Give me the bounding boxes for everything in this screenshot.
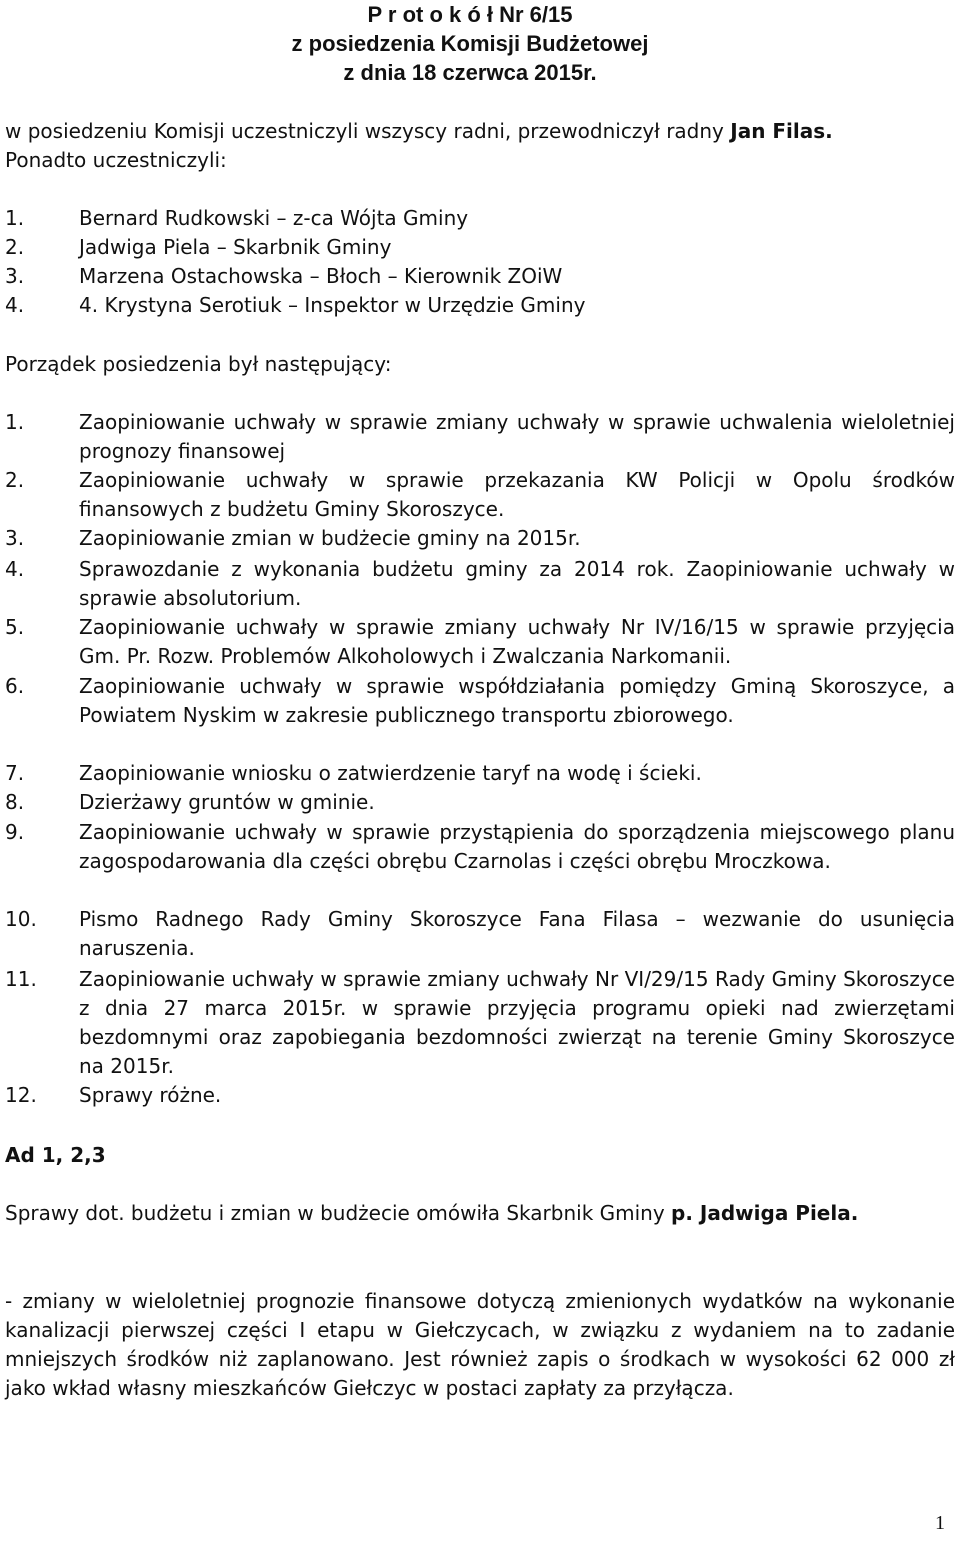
- agenda-text: Zaopiniowanie uchwały w sprawie zmiany uchwały w sprawie uchwalenia wieloletniej prognozy finansowej: [79, 410, 955, 463]
- agenda-heading: Porządek posiedzenia był następujący:: [5, 352, 392, 376]
- participant-num: 2.: [5, 235, 25, 259]
- agenda-text: Sprawy różne.: [79, 1083, 222, 1107]
- agenda-num: 8.: [5, 790, 25, 814]
- participant-text: Bernard Rudkowski – z-ca Wójta Gminy: [79, 206, 469, 230]
- agenda-num: 6.: [5, 674, 25, 698]
- participant-text: Jadwiga Piela – Skarbnik Gminy: [79, 235, 392, 259]
- agenda-num: 12.: [5, 1083, 37, 1107]
- agenda-num: 7.: [5, 761, 25, 785]
- participant-num: 4.: [5, 293, 25, 317]
- page-number: 1: [935, 1512, 945, 1534]
- treasurer-name: p. Jadwiga Piela.: [671, 1201, 859, 1225]
- document-title: P r ot o k ó ł Nr 6/15: [367, 2, 573, 27]
- agenda-num: 3.: [5, 526, 25, 550]
- agenda-num: 1.: [5, 410, 25, 434]
- paragraph-1: [5, 1199, 955, 1228]
- agenda-text: Zaopiniowanie uchwały w sprawie zmiany uchwały Nr VI/29/15 Rady Gminy Skoroszyce z dnia 27 marca 2015r. w sprawie przyjęcia programu opieki nad zwierzętami bezdomnymi oraz zapobiegania bezdomności zwierząt na terenie Gminy Skoroszyce na 2015r.: [79, 967, 955, 1078]
- paragraph-1-text: Sprawy dot. budżetu i zmian w budżecie omówiła Skarbnik Gminy: [5, 1201, 672, 1225]
- agenda-text: Zaopiniowanie wniosku o zatwierdzenie taryf na wodę i ścieki.: [79, 761, 702, 785]
- agenda-num: 11.: [5, 967, 37, 991]
- intro-line: [5, 117, 955, 146]
- document-page: [5, 0, 955, 1541]
- section-heading: Ad 1, 2,3: [5, 1143, 106, 1167]
- document-subtitle: z posiedzenia Komisji Budżetowej: [291, 31, 649, 56]
- participant-num: 1.: [5, 206, 25, 230]
- agenda-text: Zaopiniowanie uchwały w sprawie przystąpienia do sporządzenia miejscowego planu zagospodarowania dla części obrębu Czarnolas i części obrębu Mroczkowa.: [79, 820, 955, 873]
- title-block: [250, 0, 690, 87]
- agenda-text: Dzierżawy gruntów w gminie.: [79, 790, 375, 814]
- agenda-text: Zaopiniowanie uchwały w sprawie przekazania KW Policji w Opolu środków finansowych z budżetu Gminy Skoroszyce.: [79, 468, 955, 521]
- participant-text: Marzena Ostachowska – Błoch – Kierownik ZOiW: [79, 264, 563, 288]
- chair-name: Jan Filas.: [730, 119, 833, 143]
- agenda-text: Sprawozdanie z wykonania budżetu gminy za 2014 rok. Zaopiniowanie uchwały w sprawie absolutorium.: [79, 557, 955, 610]
- paragraph-2: - zmiany w wieloletniej prognozie finansowe dotyczą zmienionych wydatków na wykonanie kanalizacji pierwszej części I etapu w Giełczycach, w związku z wydaniem na to zadanie mniejszych środków niż zaplanowano. Jest również zapis o środkach w wysokości 62 000 zł jako wkład własny mieszkańców Giełczyc w postaci zapłaty za przyłącza.: [5, 1289, 955, 1400]
- agenda-num: 5.: [5, 615, 25, 639]
- participant-num: 3.: [5, 264, 25, 288]
- agenda-num: 10.: [5, 907, 37, 931]
- document-date: z dnia 18 czerwca 2015r.: [343, 60, 597, 85]
- intro-text: w posiedzeniu Komisji uczestniczyli wszyscy radni, przewodniczył radny: [5, 119, 731, 143]
- agenda-text: Pismo Radnego Rady Gminy Skoroszyce Fana Filasa – wezwanie do usunięcia naruszenia.: [79, 907, 955, 960]
- agenda-text: Zaopiniowanie zmian w budżecie gminy na 2015r.: [79, 526, 581, 550]
- agenda-num: 2.: [5, 468, 25, 492]
- agenda-num: 4.: [5, 557, 25, 581]
- participant-text: 4. Krystyna Serotiuk – Inspektor w Urzędzie Gminy: [79, 293, 586, 317]
- participants-intro: Ponadto uczestniczyli:: [5, 148, 227, 172]
- agenda-num: 9.: [5, 820, 25, 844]
- agenda-text: Zaopiniowanie uchwały w sprawie zmiany uchwały Nr IV/16/15 w sprawie przyjęcia Gm. Pr. Rozw. Problemów Alkoholowych i Zwalczania Narkomanii.: [79, 615, 955, 668]
- agenda-text: Zaopiniowanie uchwały w sprawie współdziałania pomiędzy Gminą Skoroszyce, a Powiatem Nyskim w zakresie publicznego transportu zbiorowego.: [79, 674, 955, 727]
